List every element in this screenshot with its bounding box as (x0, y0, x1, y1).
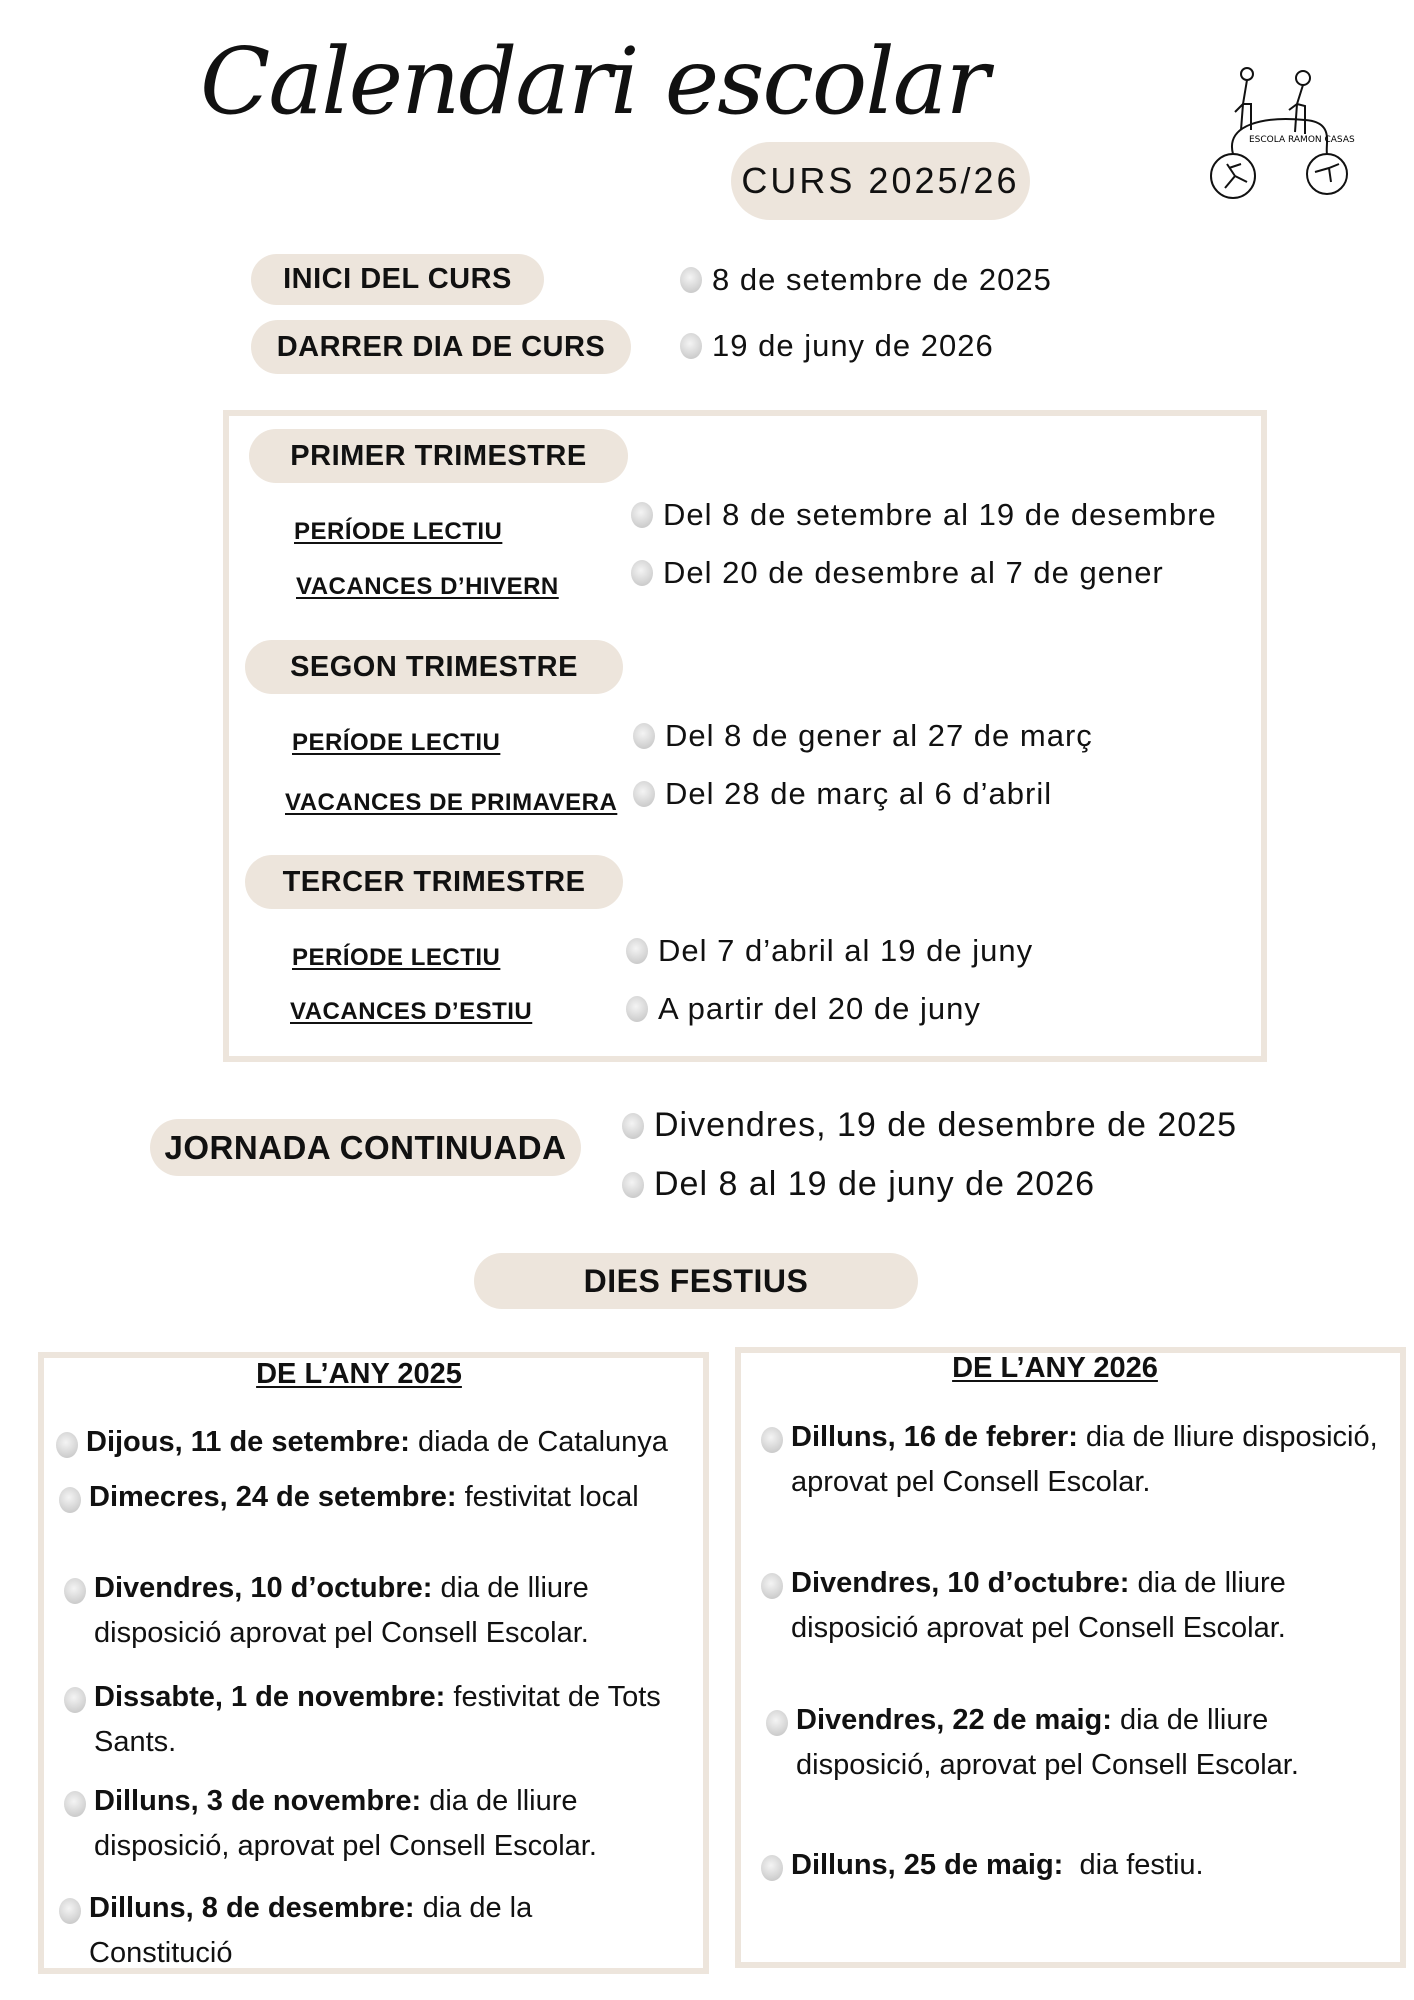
start-label: INICI DEL CURS (251, 254, 544, 305)
holiday-item: Dilluns, 8 de desembre: dia de la Constitució (89, 1886, 609, 1976)
bullet-icon (622, 1172, 644, 1198)
holiday-item: Dissabte, 1 de novembre: festivitat de Tots Sants. (94, 1675, 704, 1765)
holidays-title: DIES FESTIUS (474, 1253, 918, 1309)
term-row-label: VACANCES D’ESTIU (290, 998, 533, 1025)
term-row-value: Del 8 de setembre al 19 de desembre (631, 497, 1217, 533)
bullet-icon (761, 1427, 783, 1453)
term-row-label: PERÍODE LECTIU (292, 729, 501, 756)
holiday-item: Dilluns, 3 de novembre: dia de lliure disposició, aprovat pel Consell Escolar. (94, 1779, 654, 1869)
bullet-icon (761, 1573, 783, 1599)
term-row-value: Del 20 de desembre al 7 de gener (631, 555, 1164, 591)
bullet-icon (633, 723, 655, 749)
term-row-value: Del 28 de març al 6 d’abril (633, 776, 1052, 812)
holiday-item: Divendres, 10 d’octubre: dia de lliure disposició aprovat pel Consell Escolar. (791, 1561, 1351, 1651)
course-badge: CURS 2025/26 (731, 142, 1030, 220)
bullet-icon (64, 1578, 86, 1604)
holiday-item: Dilluns, 16 de febrer: dia de lliure disposició, aprovat pel Consell Escolar. (791, 1415, 1403, 1505)
holidays-2025-title: DE L’ANY 2025 (256, 1358, 462, 1390)
bullet-icon (64, 1687, 86, 1713)
term-row-label: VACANCES D’HIVERN (296, 573, 559, 600)
school-logo (1205, 64, 1359, 204)
bullet-icon (766, 1710, 788, 1736)
bullet-icon (631, 502, 653, 528)
bullet-icon (680, 267, 702, 293)
holiday-item: Dimecres, 24 de setembre: festivitat local (89, 1475, 649, 1520)
term-row-value: A partir del 20 de juny (626, 991, 981, 1027)
bullet-icon (626, 938, 648, 964)
holidays-2026-title: DE L’ANY 2026 (952, 1352, 1158, 1384)
term-title: SEGON TRIMESTRE (245, 640, 623, 694)
bullet-icon (680, 333, 702, 359)
bullet-icon (622, 1113, 644, 1139)
term-row-value: Del 8 de gener al 27 de març (633, 718, 1093, 754)
bullet-icon (56, 1432, 78, 1458)
bullet-icon (631, 560, 653, 586)
term-row-label: PERÍODE LECTIU (294, 518, 503, 545)
bullet-icon (626, 996, 648, 1022)
holiday-item: Dijous, 11 de setembre: diada de Catalunya (86, 1420, 706, 1465)
term-row-label: VACANCES DE PRIMAVERA (285, 789, 618, 816)
bullet-icon (59, 1487, 81, 1513)
svg-text:ESCOLA RAMON CASAS: ESCOLA RAMON CASAS (1249, 135, 1355, 145)
term-row-value: Del 7 d’abril al 19 de juny (626, 933, 1033, 969)
holiday-item: Divendres, 22 de maig: dia de lliure disposició, aprovat pel Consell Escolar. (796, 1698, 1356, 1788)
jornada-value: Divendres, 19 de desembre de 2025 (622, 1106, 1237, 1145)
bullet-icon (59, 1898, 81, 1924)
term-title: PRIMER TRIMESTRE (249, 429, 628, 483)
bullet-icon (633, 781, 655, 807)
term-row-label: PERÍODE LECTIU (292, 944, 501, 971)
jornada-label: JORNADA CONTINUADA (150, 1119, 581, 1176)
end-value: 19 de juny de 2026 (680, 328, 994, 364)
bullet-icon (761, 1855, 783, 1881)
end-label: DARRER DIA DE CURS (251, 320, 631, 374)
term-title: TERCER TRIMESTRE (245, 855, 623, 909)
start-value: 8 de setembre de 2025 (680, 262, 1052, 298)
bullet-icon (64, 1791, 86, 1817)
holiday-item: Divendres, 10 d’octubre: dia de lliure disposició aprovat pel Consell Escolar. (94, 1566, 654, 1656)
page-title: Calendari escolar (200, 28, 988, 135)
holiday-item: Dilluns, 25 de maig: dia festiu. (791, 1843, 1351, 1888)
jornada-value: Del 8 al 19 de juny de 2026 (622, 1165, 1095, 1204)
